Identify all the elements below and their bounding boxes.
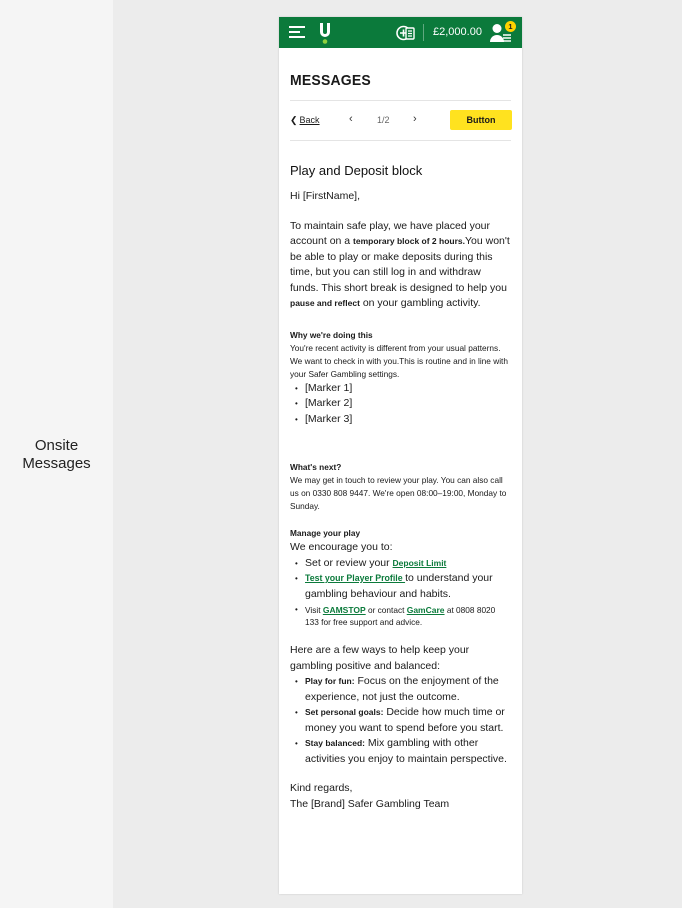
list-item [290, 674, 511, 705]
balance-amount[interactable]: £2,000.00 [433, 26, 482, 38]
next-title [290, 461, 511, 474]
message-navigation [290, 100, 511, 141]
why-title-text: Why we're doing this [290, 329, 373, 340]
page-title: MESSAGES [290, 71, 371, 89]
sidebar-panel [0, 0, 113, 908]
mobile-frame [279, 17, 522, 894]
next-text: We may get in touch to review your play. You can also call us on 0330 808 9447. We're open 08:00–19:00, Monday to Sunday. [290, 475, 507, 511]
section-label-line2: Messages [22, 455, 91, 472]
way-text: Decide how much time or money you want to spend before you start. [305, 706, 505, 734]
next-message-button[interactable] [413, 113, 417, 125]
player-profile-link[interactable]: Test your Player Profile [305, 573, 406, 583]
divider-top [290, 100, 511, 101]
way-label: Stay balanced: [305, 738, 365, 748]
section-label-line1: Onsite [34, 437, 79, 454]
list-item [290, 571, 511, 602]
notification-badge[interactable]: 1 [505, 21, 516, 32]
intro-text-3: on your gambling activity. [359, 297, 481, 309]
way-text: Focus on the enjoyment of the experience, not just the outcome. [305, 675, 499, 703]
next-title-text: What's next? [290, 462, 342, 472]
top-bar [279, 17, 522, 48]
list-item [290, 556, 511, 572]
ways-list [290, 674, 511, 767]
gamcare-link[interactable]: GamCare [406, 605, 445, 615]
manage-item-text: or contact [365, 605, 407, 615]
why-text: You're recent activity is different from your usual patterns. We want to check in with you.This is routine and in line with your Safer Gambling settings. [290, 342, 508, 379]
section-label [0, 437, 113, 473]
primary-button[interactable]: Button [450, 110, 512, 130]
list-item: • [Marker 1] [290, 381, 511, 397]
list-item [290, 736, 511, 767]
why-title [290, 329, 511, 342]
manage-item-text: at 0808 8020 133 for free support and advice. [305, 605, 496, 627]
brand-logo[interactable] [318, 21, 332, 45]
list-item [290, 604, 511, 628]
manage-title-text: Manage your play [290, 528, 361, 538]
hamburger-menu-icon[interactable] [289, 26, 305, 39]
way-text: Mix gambling with other activities you enjoy to maintain perspective. [305, 737, 507, 765]
manage-item-text: to understand your gambling behaviour and habits. [305, 572, 493, 600]
manage-item-text: Visit [305, 605, 323, 615]
message-title: Play and Deposit block [290, 163, 423, 178]
chevron-left-icon: ‹ [349, 113, 353, 125]
signature: The [Brand] Safer Gambling Team [290, 797, 450, 810]
chevron-right-icon: › [413, 113, 417, 125]
manage-item-text: Set or review your [305, 556, 393, 569]
signoff: Kind regards, [290, 782, 353, 794]
page-indicator: 1/2 [377, 115, 390, 125]
way-label: Play for fun: [305, 676, 355, 686]
back-link[interactable] [290, 115, 320, 126]
intro-text-2: You won't be able to play or make deposits during this time, but you can still log in and withdraw funds. This short break is designed to help you [290, 235, 510, 294]
intro-paragraph [290, 219, 511, 312]
greeting: Hi [FirstName], [290, 190, 361, 202]
back-label: Back [299, 115, 320, 125]
way-label: Set personal goals: [305, 707, 384, 717]
intro-bold-1: temporary block of 2 hours. [353, 236, 465, 246]
intro-text-1: To maintain safe play, we have placed your account on a [290, 219, 491, 247]
message-content [279, 72, 522, 812]
list-item: • [Marker 2] [290, 396, 511, 412]
deposit-limit-link[interactable]: Deposit Limit [392, 557, 447, 568]
manage-title [290, 527, 511, 540]
deposit-icon[interactable] [396, 23, 415, 42]
divider-bottom [290, 140, 511, 141]
header-divider [423, 24, 424, 41]
manage-list [290, 556, 511, 629]
gamstop-link[interactable]: GAMSTOP [322, 605, 366, 615]
list-item [290, 705, 511, 736]
prev-message-button[interactable] [349, 113, 353, 125]
ways-intro: Here are a few ways to help keep your gambling positive and balanced: [290, 644, 470, 672]
marker-list [290, 381, 511, 428]
list-item: • [Marker 3] [290, 412, 511, 428]
manage-intro: We encourage you to: [290, 541, 393, 553]
intro-bold-2: pause and reflect [290, 298, 360, 308]
chevron-left-icon: ❮ [290, 115, 298, 125]
